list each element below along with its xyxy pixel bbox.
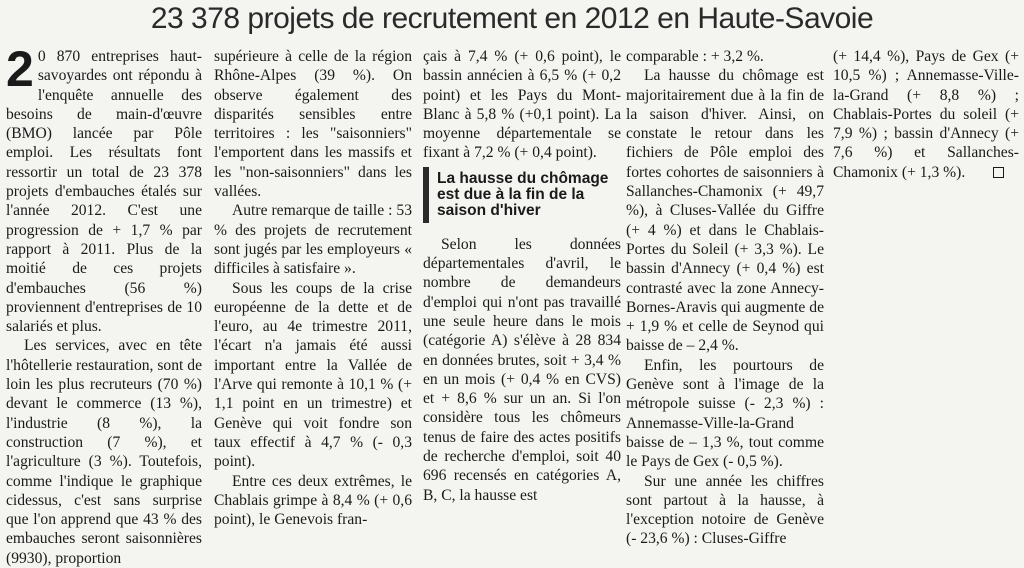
paragraph: supérieure à celle de la région Rhône-Alpes (39 %). On observe également des disparités sensibles entre territoires : les "saisonniers" l'emportent dans les massifs et les "non-saisonniers" dans les vallées. (214, 48, 412, 201)
article-column-5 (833, 47, 1019, 472)
paragraph: çais à 7,4 % (+ 0,6 point), le bassin annécien à 6,5 % (+ 0,2 point) et les Pays du Mont-Blanc à 5,8 % (+0,1 point). La moyenne départementale se fixant à 7,2 % (+ 0,4 point). (423, 48, 621, 162)
paragraph: comparable : + 3,2 %. (626, 48, 764, 65)
paragraph: Enfin, les pourtours de Genève sont à l'image de la métropole suisse (- 2,3 %) : Annemasse-Ville-la-Grand baisse de – 1,3 %, tout comme le Pays de Gex (- 0,5 %). (626, 356, 824, 471)
article-column-1 (6, 41, 202, 567)
paragraph: Sous les coups de la crise européenne de la dette et de l'euro, au 4e trimestre 2011, l'écart n'a jamais été aussi important entre la Vallée de l'Arve qui remonte à 10,1 % (+ 1,1 point en un trimestre) et Genève qui voit fondre son taux effectif à 4,7 % (- 0,3 point). (214, 279, 412, 471)
paragraph: Sur une année les chiffres sont partout à la hausse, à l'exception notoire de Genève (- 23,6 %) : Cluses-Giffre (626, 472, 824, 548)
drop-cap: 2 (6, 41, 34, 97)
article-column-3 (423, 47, 621, 504)
paragraph: Entre ces deux extrêmes, le Chablais grimpe à 8,4 % (+ 0,6 point), le Genevois fran- (214, 472, 412, 529)
end-of-article-mark (993, 167, 1004, 178)
final-text: (+ 14,4 %), Pays de Gex (+ 10,5 %) ; Annemasse-Ville-la-Grand (+ 8,8 %) ; Chablais-Portes du soleil (+ 7,9 %) ; bassin d'Annecy (+ 7,6 %) et Sallanches-Chamonix (+ 1,3 %). (833, 48, 1019, 181)
intro-text: 0 870 entreprises haut-savoyardes ont répondu à l'enquête annuelle des besoins de main-d'œuvre (BMO) lancée par Pôle emploi. Les résultats font ressortir un total de 23 378 projets d'embauches étalés sur l'année 2012. C'est une progression de + 1,7 % par rapport à 2011. Plus de la moitié de ces projets d'embauches (56 %) proviennent d'entreprises de 10 salariés et plus. (6, 48, 202, 336)
article-column-4 (626, 47, 824, 548)
paragraph: Selon les données départementales d'avril, le nombre de demandeurs d'emploi qui n'ont pas travaillé une seule heure dans le mois (catégorie A) s'élève à 28 834 en données brutes, soit + 3,4 % en un mois (+ 0,4 % en CVS) et + 8,6 % sur un an. Si l'on considère tous les chômeurs tenus de faire des actes positifs de recherche d'emploi, soit 40 696 recensés en catégories A, B, C, la hausse est (423, 235, 621, 504)
paragraph: Autre remarque de taille : 53 % des projets de recrutement sont jugés par les employeurs « difficiles à satisfaire ». (214, 202, 412, 278)
paragraph: La hausse du chômage est majoritairement due à la fin de la saison d'hiver. Ainsi, on constate le retour dans les fichiers de Pôle emploi des fortes cohortes de saisonniers à Sallanches-Chamonix (+ 49,7 %), à Cluses-Vallée du Giffre (+ 4 %) et dans le Chablais-Portes du Soleil (+ 3,3 %). Le bassin d'Annecy (+ 0,4 %) est contrasté avec la zone Annecy-Bornes-Aravis qui augmente de + 1,9 % et celle de Seynod qui baisse de – 2,4 %. (626, 67, 824, 355)
intro-paragraph (6, 41, 202, 336)
paragraph (833, 47, 1019, 182)
paragraph: Les services, avec en tête l'hôtellerie restauration, sont de loin les plus recruteurs (70 %) devant le commerce (13 %), l'industrie (8 %), la construction (7 %), et l'agriculture (3 %). Toutefois, comme l'indique le graphique cidessus, c'est sans surprise que l'on apprend que 43 % des embauches seront saisonnières (9930), proportion (6, 337, 202, 567)
article-headline: 23 378 projets de recrutement en 2012 en Haute-Savoie (150, 2, 874, 35)
section-subheading: La hausse du chômage est due à la fin de la saison d'hiver (423, 167, 621, 223)
article-column-2 (214, 47, 412, 529)
